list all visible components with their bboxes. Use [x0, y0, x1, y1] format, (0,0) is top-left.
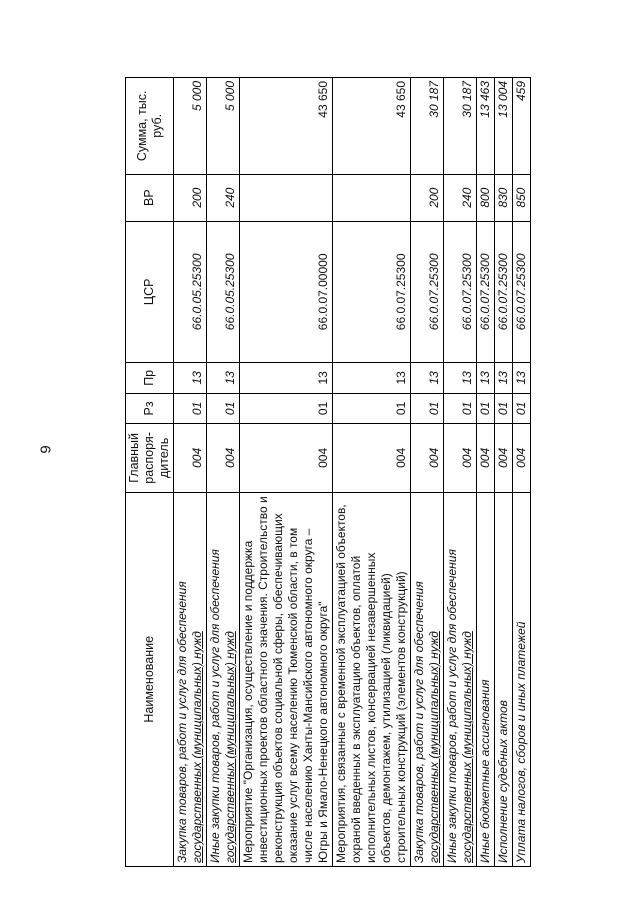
row-vr: 200: [174, 174, 207, 221]
table-row: [513, 78, 531, 867]
row-pr: 13: [477, 363, 495, 394]
row-gr: 004: [513, 424, 531, 492]
row-name-text: Мероприятия, связанные с временной эксплуатацией объектов, охраной введенных в эксплуатацию объектов, оплатой исполнительных листов, консервацией незавершенных объектов, демонтажем, утилизацией (ликвидацией) строительных конструкций (элементов конструкций): [334, 504, 408, 863]
row-pr: 13: [513, 363, 531, 394]
header-gr: Главный распоря-дитель: [126, 424, 174, 492]
row-gr: 004: [495, 424, 513, 492]
header-sum: Сумма, тыс. руб.: [126, 78, 174, 175]
table-row: [240, 78, 333, 867]
row-vr: 830: [495, 174, 513, 221]
row-name: [174, 492, 207, 866]
row-name: [495, 492, 513, 866]
row-rz: 01: [477, 393, 495, 424]
row-sum: 5 000: [174, 78, 207, 175]
row-gr: 004: [411, 424, 444, 492]
row-sum: 30 187: [444, 78, 477, 175]
header-name: Наименование: [126, 492, 174, 866]
budget-table: [125, 77, 531, 867]
row-csr: 66.0.07.25300: [333, 221, 411, 362]
row-rz: 01: [240, 393, 333, 424]
row-name-text-underlined: государственных (муниципальных) нужд: [427, 631, 441, 863]
row-csr: 66.0.07.25300: [513, 221, 531, 362]
table-row: [411, 78, 444, 867]
row-name-text: Иные бюджетные ассигнования: [478, 679, 492, 863]
row-vr: 240: [207, 174, 240, 221]
row-pr: 13: [207, 363, 240, 394]
row-pr: 13: [411, 363, 444, 394]
row-rz: 01: [333, 393, 411, 424]
header-csr: ЦСР: [126, 221, 174, 362]
row-name: [411, 492, 444, 866]
table-row: [174, 78, 207, 867]
row-name-text: Уплата налогов, сборов и иных платежей: [514, 621, 528, 863]
row-name: [240, 492, 333, 866]
row-vr: [333, 174, 411, 221]
row-rz: 01: [207, 393, 240, 424]
row-rz: 01: [495, 393, 513, 424]
header-rz: Рз: [126, 393, 174, 424]
row-pr: 13: [333, 363, 411, 394]
row-name: [513, 492, 531, 866]
row-name-text: Закупка товаров, работ и услуг для обеспечения: [412, 581, 426, 863]
row-sum: 43 650: [240, 78, 333, 175]
row-csr: 66.0.07.25300: [411, 221, 444, 362]
row-sum: 43 650: [333, 78, 411, 175]
row-name-text: Закупка товаров, работ и услуг для обеспечения: [175, 581, 189, 863]
row-csr: 66.0.05.25300: [174, 221, 207, 362]
row-vr: 800: [477, 174, 495, 221]
table-row: [495, 78, 513, 867]
row-rz: 01: [444, 393, 477, 424]
row-csr: 66.0.07.25300: [477, 221, 495, 362]
row-pr: 13: [444, 363, 477, 394]
row-csr: 66.0.07.00000: [240, 221, 333, 362]
row-name-text: Мероприятие "Организация, осуществление и поддержка инвестиционных проектов областного значения. Строительство и реконструкция объектов социальной сферы, обеспечивающих оказание услуг всему населению Тюменской области, в том числе населению Ханты-Мансийского автономного округа – Югры и Ямало-Ненецкого автономного округа": [241, 496, 330, 863]
row-sum: 13 463: [477, 78, 495, 175]
table-row: [333, 78, 411, 867]
row-vr: 240: [444, 174, 477, 221]
row-sum: 30 187: [411, 78, 444, 175]
row-pr: 13: [240, 363, 333, 394]
table-row: [207, 78, 240, 867]
header-pr: Пр: [126, 363, 174, 394]
row-rz: 01: [513, 393, 531, 424]
row-name-text-underlined: государственных (муниципальных) нужд: [460, 631, 474, 863]
row-sum: 5 000: [207, 78, 240, 175]
row-name-text: Иные закупки товаров, работ и услуг для обеспечения: [445, 549, 459, 863]
row-name-text: Исполнение судебных актов: [496, 700, 510, 863]
row-gr: 004: [444, 424, 477, 492]
row-rz: 01: [174, 393, 207, 424]
row-name: [477, 492, 495, 866]
row-gr: 004: [207, 424, 240, 492]
row-gr: 004: [174, 424, 207, 492]
header-row: [126, 78, 174, 867]
row-gr: 004: [333, 424, 411, 492]
table-row: [477, 78, 495, 867]
budget-table-wrapper: [125, 77, 528, 867]
row-vr: 850: [513, 174, 531, 221]
row-gr: 004: [477, 424, 495, 492]
row-gr: 004: [240, 424, 333, 492]
row-name-text-underlined: государственных (муниципальных) нужд: [190, 631, 204, 863]
row-sum: 13 004: [495, 78, 513, 175]
row-name-text-underlined: государственных (муниципальных) нужд: [223, 631, 237, 863]
table-row: [444, 78, 477, 867]
row-vr: 200: [411, 174, 444, 221]
row-pr: 13: [174, 363, 207, 394]
page-number: 9: [37, 445, 55, 454]
row-vr: [240, 174, 333, 221]
row-csr: 66.0.05.25300: [207, 221, 240, 362]
row-pr: 13: [495, 363, 513, 394]
row-name: [333, 492, 411, 866]
header-vr: ВР: [126, 174, 174, 221]
row-csr: 66.0.07.25300: [495, 221, 513, 362]
row-rz: 01: [411, 393, 444, 424]
row-csr: 66.0.07.25300: [444, 221, 477, 362]
row-name: [444, 492, 477, 866]
row-name-text: Иные закупки товаров, работ и услуг для обеспечения: [208, 549, 222, 863]
row-sum: 459: [513, 78, 531, 175]
row-name: [207, 492, 240, 866]
